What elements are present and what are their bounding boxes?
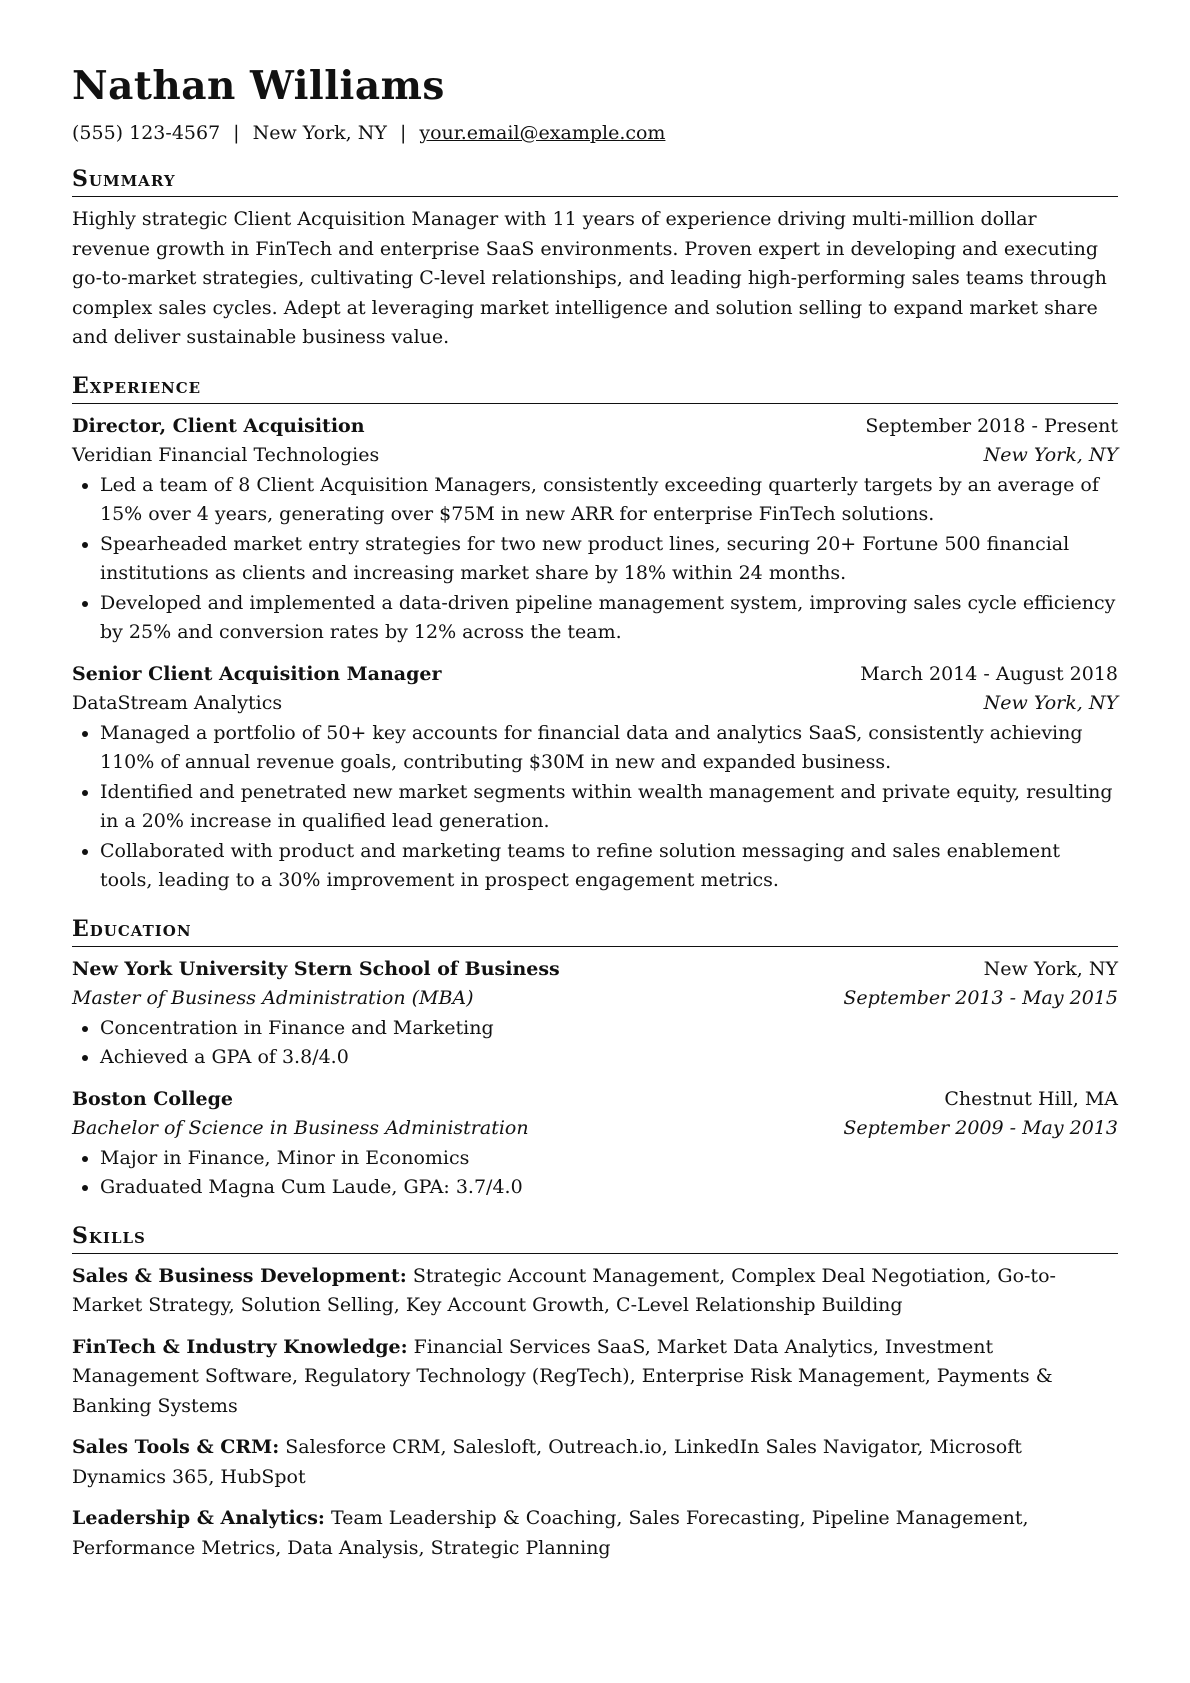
skill-items: Strategic Account Management, Complex Deal Negotiation, Go-to-Market Strategy, Solution Selling, Key Account Growth, C-Level Relationship Building xyxy=(72,1264,1056,1316)
skill-items: Salesforce CRM, Salesloft, Outreach.io, LinkedIn Sales Navigator, Microsoft Dynamics 365, HubSpot xyxy=(72,1436,1022,1488)
list-item: • Managed a portfolio of 50+ key accounts for financial data and analytics SaaS, consistently achieving 110% of annual revenue goals, contributing $30M in new and expanded business. xyxy=(100,719,1118,778)
list-item: • Developed and implemented a data-driven pipeline management system, improving sales cycle efficiency by 25% and conversion rates by 12% across the team. xyxy=(100,589,1118,648)
school-location: Chestnut Hill, MA xyxy=(944,1087,1118,1110)
job-dates: March 2014 - August 2018 xyxy=(860,662,1118,685)
phone: (555) 123-4567 xyxy=(72,122,221,144)
skill-group xyxy=(72,1504,1118,1563)
education-section xyxy=(72,914,1118,1203)
degree: Bachelor of Science in Business Administration xyxy=(72,1117,529,1139)
skill-label: Sales & Business Development: xyxy=(72,1264,407,1287)
education-dates: September 2013 - May 2015 xyxy=(843,987,1118,1009)
school-location: New York, NY xyxy=(983,957,1118,980)
list-item: • Concentration in Finance and Marketing xyxy=(100,1014,1118,1044)
location: New York, NY xyxy=(252,122,387,144)
school-name: Boston College xyxy=(72,1087,233,1110)
section-title: Experience xyxy=(72,371,1118,404)
education-entry xyxy=(72,1085,1118,1203)
education-dates: September 2009 - May 2013 xyxy=(843,1117,1118,1139)
section-title: Summary xyxy=(72,164,1118,197)
skill-items: Team Leadership & Coaching, Sales Forecasting, Pipeline Management, Performance Metrics, Data Analysis, Strategic Planning xyxy=(72,1507,1029,1559)
job-role: Senior Client Acquisition Manager xyxy=(72,662,442,685)
job-location: New York, NY xyxy=(983,444,1118,466)
job-company: DataStream Analytics xyxy=(72,692,283,714)
skill-label: Leadership & Analytics: xyxy=(72,1507,325,1529)
job-company: Veridian Financial Technologies xyxy=(72,444,380,466)
summary-text: Highly strategic Client Acquisition Manager with 11 years of experience driving multi-million dollar revenue growth in FinTech and enterprise SaaS environments. Proven expert in developing and executing go-to-market strategies, cultivating C-level relationships, and leading high-performing sales teams through complex sales cycles. Adept at leveraging market intelligence and solution selling to expand market share and deliver sustainable business value. xyxy=(72,208,1107,348)
skill-items: Financial Services SaaS, Market Data Analytics, Investment Management Software, Regulatory Technology (RegTech), Enterprise Risk Management, Payments & Banking Systems xyxy=(72,1335,1053,1417)
skill-group xyxy=(72,1333,1118,1422)
education-bullets xyxy=(72,1144,1118,1203)
education-bullets xyxy=(72,1014,1118,1073)
list-item: • Led a team of 8 Client Acquisition Managers, consistently exceeding quarterly targets by an average of 15% over 4 years, generating over $75M in new ARR for enterprise FinTech solutions. xyxy=(100,471,1118,530)
list-item: • Achieved a GPA of 3.8/4.0 xyxy=(100,1043,1118,1073)
candidate-name: Nathan Williams xyxy=(72,63,445,109)
skill-label: FinTech & Industry Knowledge: xyxy=(72,1335,408,1358)
separator: | xyxy=(399,122,407,144)
skill-group xyxy=(72,1433,1118,1492)
skills-section xyxy=(72,1221,1118,1564)
skill-label: Sales Tools & CRM: xyxy=(72,1436,280,1458)
job-dates: September 2018 - Present xyxy=(865,414,1118,437)
list-item: • Major in Finance, Minor in Economics xyxy=(100,1144,1118,1174)
summary-section xyxy=(72,164,1118,353)
degree: Master of Business Administration (MBA) xyxy=(72,987,474,1009)
experience-section xyxy=(72,371,1118,896)
job-entry xyxy=(72,412,1118,648)
separator: | xyxy=(233,122,240,144)
job-location: New York, NY xyxy=(983,692,1118,714)
job-role: Director, Client Acquisition xyxy=(72,414,365,437)
email-link[interactable]: your.email@example.com xyxy=(419,122,666,144)
contact-line xyxy=(72,120,1118,146)
list-item: • Graduated Magna Cum Laude, GPA: 3.7/4.0 xyxy=(100,1173,1118,1203)
job-bullets xyxy=(72,471,1118,648)
list-item: • Collaborated with product and marketing teams to refine solution messaging and sales enablement tools, leading to a 30% improvement in prospect engagement metrics. xyxy=(100,837,1118,896)
skill-group xyxy=(72,1262,1118,1321)
section-title: Skills xyxy=(72,1221,1118,1254)
job-entry xyxy=(72,660,1118,896)
school-name: New York University Stern School of Business xyxy=(72,957,560,980)
list-item: • Spearheaded market entry strategies for two new product lines, securing 20+ Fortune 500 financial institutions as clients and increasing market share by 18% within 24 months. xyxy=(100,530,1118,589)
job-bullets xyxy=(72,719,1118,896)
section-title: Education xyxy=(72,914,1118,947)
list-item: • Identified and penetrated new market segments within wealth management and private equity, resulting in a 20% increase in qualified lead generation. xyxy=(100,778,1118,837)
education-entry xyxy=(72,955,1118,1073)
